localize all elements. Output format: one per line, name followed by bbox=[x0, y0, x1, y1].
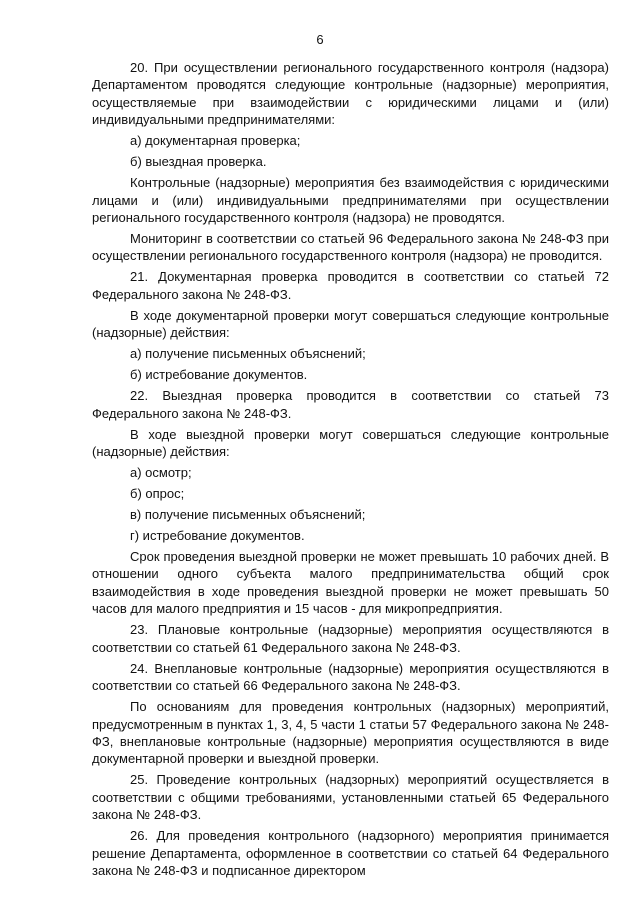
list-item: в) получение письменных объяснений; bbox=[130, 507, 366, 523]
document-body bbox=[92, 59, 609, 883]
list-item: а) осмотр; bbox=[130, 465, 192, 481]
list-item: б) выездная проверка. bbox=[130, 154, 267, 170]
paragraph: Срок проведения выездной проверки не может превышать 10 рабочих дней. В отношении одного субъекта малого предпринимательства общий срок взаимодействия в ходе проведения выездной проверки не может превышать 50 часов для малого предприятия и 15 часов - для микропредприятия. bbox=[92, 549, 609, 617]
list-item: а) документарная проверка; bbox=[130, 133, 301, 149]
list-item: г) истребование документов. bbox=[130, 528, 305, 544]
list-item: а) получение письменных объяснений; bbox=[130, 346, 366, 362]
paragraph: 24. Внеплановые контрольные (надзорные) мероприятия осуществляются в соответствии со статьей 66 Федерального закона № 248-ФЗ. bbox=[92, 660, 609, 694]
paragraph: 26. Для проведения контрольного (надзорного) мероприятия принимается решение Департамента, оформленное в соответствии со статьей 64 Федерального закона № 248-ФЗ и подписанное директором bbox=[92, 828, 609, 878]
page-number: 6 bbox=[316, 32, 324, 47]
paragraph: В ходе выездной проверки могут совершаться следующие контрольные (надзорные) действия: bbox=[92, 426, 609, 460]
list-item: б) опрос; bbox=[130, 486, 185, 502]
list-item: б) истребование документов. bbox=[130, 367, 308, 383]
paragraph: Контрольные (надзорные) мероприятия без взаимодействия с юридическими лицами и (или) индивидуальными предпринимателями при осуществлении регионального государственного контроля (надзора) не проводятся. bbox=[92, 175, 609, 226]
paragraph: 22. Выездная проверка проводится в соответствии со статьей 73 Федерального закона № 248-ФЗ. bbox=[92, 388, 609, 421]
paragraph: По основаниям для проведения контрольных (надзорных) мероприятий, предусмотренным в пунктах 1, 3, 4, 5 части 1 статьи 57 Федерального закона № 248-ФЗ, внеплановые контрольные (надзорные) мероприятия осуществляются в виде документарной проверки и выездной проверки. bbox=[92, 699, 609, 767]
paragraph: 25. Проведение контрольных (надзорных) мероприятий осуществляется в соответствии с общими требованиями, установленными статьей 65 Федерального закона № 248-ФЗ. bbox=[92, 772, 609, 823]
paragraph: 20. При осуществлении регионального государственного контроля (надзора) Департаментом проводятся следующие контрольные (надзорные) мероприятия, осуществляемые при взаимодействии с юридическими лицами и (или) индивидуальными предпринимателями: bbox=[92, 60, 609, 128]
paragraph: 21. Документарная проверка проводится в соответствии со статьей 72 Федерального закона № 248-ФЗ. bbox=[92, 269, 609, 302]
paragraph: В ходе документарной проверки могут совершаться следующие контрольные (надзорные) действия: bbox=[92, 307, 609, 341]
paragraph: Мониторинг в соответствии со статьей 96 Федерального закона № 248-ФЗ при осуществлении регионального государственного контроля (надзора) не проводится. bbox=[92, 231, 609, 264]
paragraph: 23. Плановые контрольные (надзорные) мероприятия осуществляются в соответствии со статьей 61 Федерального закона № 248-ФЗ. bbox=[92, 622, 609, 655]
